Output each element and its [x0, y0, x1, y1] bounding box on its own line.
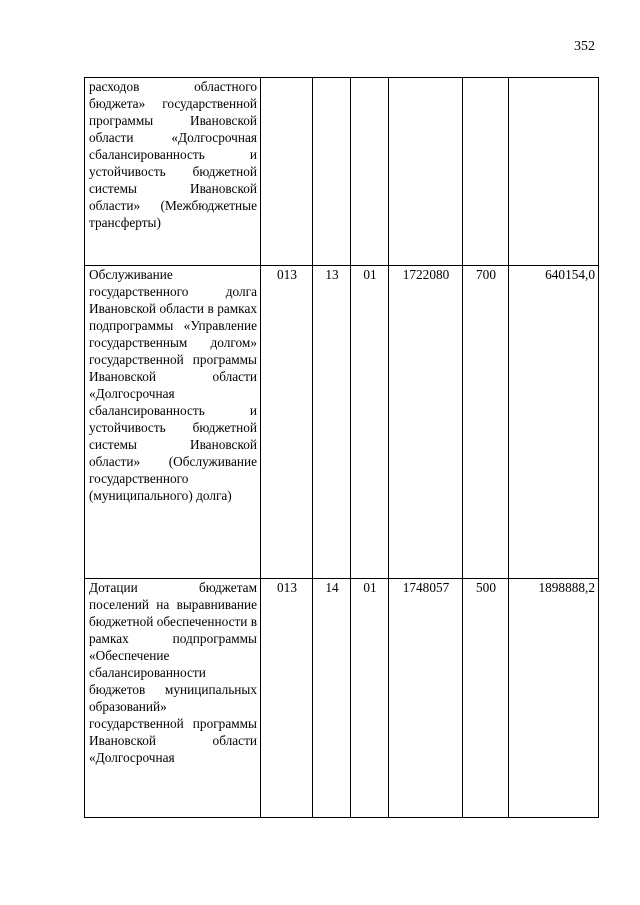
- budget-table: [84, 77, 599, 818]
- section-code-cell: 14: [313, 579, 351, 818]
- ministry-code-cell: 013: [261, 579, 313, 818]
- expense-name-cell: Обслуживание государственного долга Ивановской области в рамках подпрограммы «Управление государственным долгом» государственной программы Ивановской области «Долгосрочная сбалансированность и устойчивость бюджетной системы Ивановской области» (Обслуживание государственного (муниципального) долга): [85, 266, 261, 579]
- expense-name-cell: Дотации бюджетам поселений на выравнивание бюджетной обеспеченности в рамках подпрограммы «Обеспечение сбалансированности бюджетов муниципальных образований» государственной программы Ивановской области «Долгосрочная: [85, 579, 261, 818]
- section-code-cell: 13: [313, 266, 351, 579]
- table-row: [85, 266, 599, 579]
- expense-type-cell: 500: [463, 579, 509, 818]
- subsection-code-cell: [351, 78, 389, 266]
- subsection-code-cell: 01: [351, 266, 389, 579]
- expense-type-cell: 700: [463, 266, 509, 579]
- target-article-cell: 1748057: [389, 579, 463, 818]
- page-number: 352: [574, 39, 595, 54]
- subsection-code-cell: 01: [351, 579, 389, 818]
- amount-cell: 1898888,2: [509, 579, 599, 818]
- ministry-code-cell: [261, 78, 313, 266]
- table-row: [85, 579, 599, 818]
- amount-cell: [509, 78, 599, 266]
- ministry-code-cell: 013: [261, 266, 313, 579]
- target-article-cell: 1722080: [389, 266, 463, 579]
- expense-name-cell: расходов областного бюджета» государственной программы Ивановской области «Долгосрочная сбалансированность и устойчивость бюджетной системы Ивановской области» (Межбюджетные трансферты): [85, 78, 261, 266]
- expense-type-cell: [463, 78, 509, 266]
- amount-cell: 640154,0: [509, 266, 599, 579]
- section-code-cell: [313, 78, 351, 266]
- table-row: [85, 78, 599, 266]
- target-article-cell: [389, 78, 463, 266]
